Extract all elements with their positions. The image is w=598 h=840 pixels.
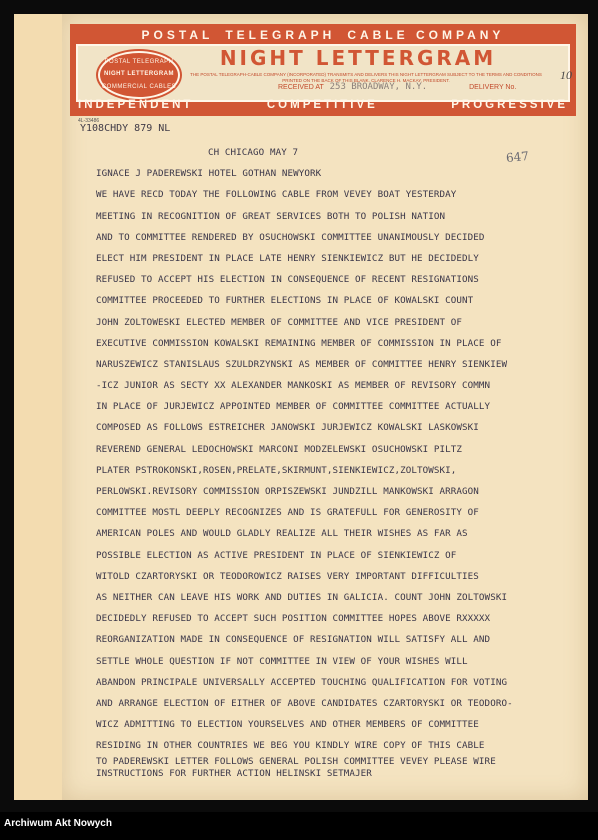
pencil-page-number: 647 [505, 148, 530, 166]
message-line: INSTRUCTIONS FOR FURTHER ACTION HELINSKI SETMAJER [96, 768, 372, 780]
delivery-number-label: DELIVERY No. [469, 84, 517, 91]
company-seal-logo: POSTAL TELEGRAPH NIGHT LETTERGRAM COMMERCIAL CABLES [98, 51, 180, 99]
message-line: PLATER PSTROKONSKI,ROSEN,PRELATE,SKIRMUNT,SIENKIEWICZ,ZOLTOWSKI, [96, 464, 457, 476]
received-at: RECEIVED AT 253 BROADWAY, N.Y. DELIVERY No. [278, 82, 517, 92]
message-line: JOHN ZOLTOWESKI ELECTED MEMBER OF COMMITTEE AND VICE PRESIDENT OF [96, 316, 463, 328]
message-line: IN PLACE OF JURJEWICZ APPOINTED MEMBER OF COMMITTEE COMMITTEE ACTUALLY [96, 401, 491, 413]
message-line: PERLOWSKI.REVISORY COMMISSION ORPISZEWSKI JUNDZILL MANKOWSKI ARRAGON [96, 486, 479, 497]
form-id: 4L-33486 [78, 118, 100, 124]
company-name: POSTAL TELEGRAPH CABLE COMPANY [141, 28, 505, 42]
message-line: AND ARRANGE ELECTION OF EITHER OF ABOVE CANDIDATES CZARTORYSKI OR TEODORO- [96, 697, 513, 709]
message-line: -ICZ JUNIOR AS SECTY XX ALEXANDER MANKOSKI AS MEMBER OF REVISORY COMMN [96, 380, 491, 392]
message-line: COMPOSED AS FOLLOWS ESTREICHER JANOWSKI JURJEWICZ KOWALSKI LASKOWSKI [96, 422, 479, 434]
archive-footer [0, 812, 598, 840]
message-line: NARUSZEWICZ STANISLAUS SZULDRZYNSKI AS MEMBER OF COMMITTEE HENRY SIENKIEW [96, 358, 508, 370]
message-line: TO PADEREWSKI LETTER FOLLOWS GENERAL POLISH COMMITTEE VEVEY PLEASE WIRE [96, 756, 496, 768]
form-title: NIGHT LETTERGRAM [219, 46, 497, 70]
message-line: REVEREND GENERAL LEDOCHOWSKI MARCONI MODZELEWSKI OSUCHOWSKI PILTZ [96, 443, 463, 455]
message-line: AS NEITHER CAN LEAVE HIS WORK AND DUTIES IN GALICIA. COUNT JOHN ZOLTOWSKI [96, 591, 508, 603]
message-line: SETTLE WHOLE QUESTION IF NOT COMMITTEE IN VIEW OF YOUR WISHES WILL [96, 655, 468, 667]
message-line: REORGANIZATION MADE IN CONSEQUENCE OF RESIGNATION WILL SATISFY ALL AND [96, 634, 491, 646]
message-line: REFUSED TO ACCEPT HIS ELECTION IN CONSEQUENCE OF RECENT RESIGNATIONS [96, 274, 479, 286]
message-line: WICZ ADMITTING TO ELECTION YOURSELVES AND OTHER MEMBERS OF COMMITTEE [96, 719, 479, 731]
message-line: CH CHICAGO MAY 7 [208, 147, 299, 158]
header-panel [76, 44, 570, 102]
message-line: DECIDEDLY REFUSED TO ACCEPT SUCH POSITION COMMITTEE HOPES ABOVE RXXXXX [96, 613, 491, 625]
telegram-message-body [96, 142, 576, 780]
handwritten-number: 10 [560, 68, 572, 82]
message-line: AND TO COMMITTEE RENDERED BY OSUCHOWSKI COMMITTEE UNANIMOUSLY DECIDED [96, 231, 485, 243]
archive-label: Archiwum Akt Nowych [4, 818, 112, 829]
message-line: ABANDON PRINCIPALE UNIVERSALLY ACCEPTED TOUCHING QUALIFICATION FOR VOTING [96, 676, 508, 688]
message-line: COMMITTEE MOSTL DEEPLY RECOGNIZES AND IS GRATEFULL FOR GENEROSITY OF [96, 507, 479, 519]
message-line: POSSIBLE ELECTION AS ACTIVE PRESIDENT IN PLACE OF SIENKIEWICZ OF [96, 549, 457, 561]
message-line: WITOLD CZARTORYSKI OR TEODOROWICZ RAISES VERY IMPORTANT DIFFICULTIES [96, 570, 479, 582]
terms-fine-print: THE POSTAL TELEGRAPH-CABLE COMPANY (INCORPORATED) TRANSMITS AND DELIVERS THIS NIGHT LETTERGRAM SUBJECT TO THE TERMS AND CONDITIONS PRINTED ON THE BACK OF THIS BLANK. CLARENCE H. MACKAY, PRESIDENT. [190, 72, 542, 83]
message-line: WE HAVE RECD TODAY THE FOLLOWING CABLE FROM VEVEY BOAT YESTERDAY [96, 189, 457, 201]
message-line: ELECT HIM PRESIDENT IN PLACE LATE HENRY SIENKIEWICZ BUT HE DECIDEDLY [96, 252, 479, 264]
message-line: IGNACE J PADEREWSKI HOTEL GOTHAN NEWYORK [96, 168, 322, 180]
received-at-stamp: 253 BROADWAY, N.Y. [329, 82, 428, 92]
message-id: Y108CHDY 879 NL [80, 123, 171, 134]
message-line: AMERICAN POLES AND WOULD GLADLY REALIZE ALL THEIR WISHES AS FAR AS [96, 528, 468, 540]
message-line: COMMITTEE PROCEEDED TO FURTHER ELECTIONS IN PLACE OF KOWALSKI COUNT [96, 295, 474, 307]
message-line: RESIDING IN OTHER COUNTRIES WE BEG YOU KINDLY WIRE COPY OF THIS CABLE [96, 740, 485, 752]
telegram-header [70, 24, 576, 116]
company-slogan: INDEPENDENT COMPETITIVE PROGRESSIVE [78, 99, 568, 111]
message-line: EXECUTIVE COMMISSION KOWALSKI REMAINING MEMBER OF COMMISSION IN PLACE OF [96, 337, 502, 349]
message-line: MEETING IN RECOGNITION OF GREAT SERVICES BOTH TO POLISH NATION [96, 210, 446, 222]
